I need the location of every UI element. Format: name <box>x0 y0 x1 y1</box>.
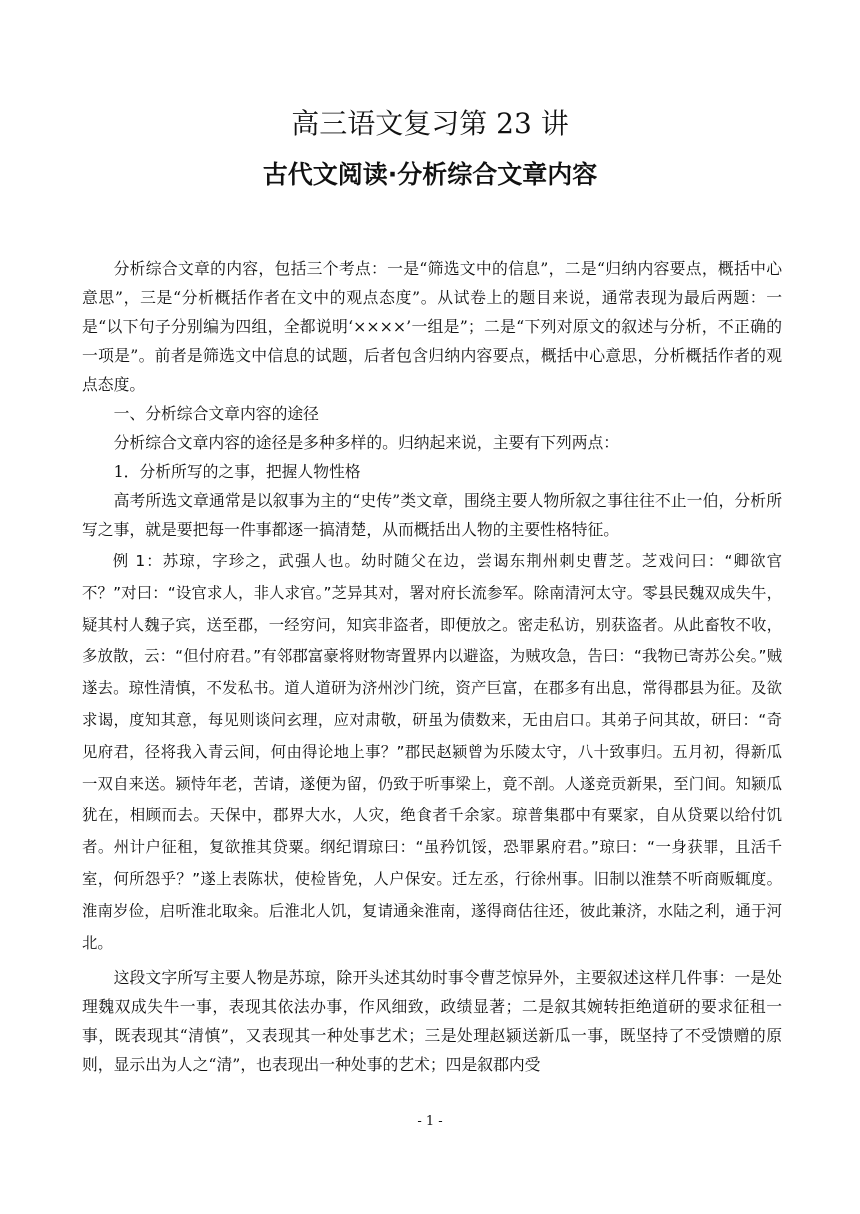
page-number: - 1 - <box>417 1114 443 1129</box>
document-title: 高三语文复习第 23 讲 <box>291 107 569 140</box>
section-intro-paragraph: 分析综合文章内容的途径是多种多样的。归纳起来说，主要有下列两点： <box>113 433 620 452</box>
subsection-paragraph: 高考所选文章通常是以叙事为主的“史传”类文章，围绕主要人物所叙之事往往不止一伯，分析所写之事，就是要把每一件事都逐一搞清楚，从而概括出人物的主要性格特征。 <box>82 491 782 539</box>
document-subtitle: 古代文阅读·分析综合文章内容 <box>262 160 598 189</box>
document-body <box>82 254 782 1079</box>
example-passage: 例 1：苏琼，字珍之，武强人也。幼时随父在边，尝谒东荆州刺史曹芝。芝戏问曰：“卿欲官不？”对曰：“设官求人，非人求官。”芝异其对，署对府长流参军。除南清河太守。零县民魏双成失牛，疑其村人魏子宾，送至郡，一经穷问，知宾非盗者，即便放之。密走私访，别获盗者。从此畜牧不收，多放散，云：“但付府君。”有邻郡富豪将财物寄置界内以避盗，为贼攻急，告曰：“我物已寄苏公矣。”贼遂去。琼性清慎，不发私书。道人道研为济州沙门统，资产巨富，在郡多有出息，常得郡县为征。及欲求谒，度知其意，每见则谈问玄理，应对肃敬，研虽为债数来，无由启口。其弟子问其故，研曰：“奇见府君，径将我入青云间，何由得论地上事？”郡民赵颍曾为乐陵太守，八十致事归。五月初，得新瓜一双自来送。颍恃年老，苦请，遂便为留，仍致于听事梁上，竟不剖。人遂竞贡新果，至门间。知颍瓜犹在，相顾而去。天保中，郡界大水，人灾，绝食者千余家。琼普集郡中有粟家，自从贷粟以给付饥者。州计户征租，复欲推其贷粟。纲纪谓琼曰：“虽矜饥馁，恐罪累府君。”琼曰：“一身获罪，且活千室，何所怨乎？”遂上表陈状，使检皆免，人户保安。迁左丞，行徐州事。旧制以淮禁不听商贩辄度。淮南岁俭，启听淮北取籴。后淮北人饥，复请通籴淮南，遂得商估往还，彼此兼济，水陆之利，通于河北。 <box>82 552 782 952</box>
subsection-heading: 1．分析所写的之事，把握人物性格 <box>113 462 361 481</box>
section-heading: 一、分析综合文章内容的途径 <box>113 404 319 423</box>
intro-paragraph: 分析综合文章的内容，包括三个考点：一是“筛选文中的信息”，二是“归纳内容要点，概括中心意思”，三是“分析概括作者在文中的观点态度”。从试卷上的题目来说，通常表现为最后两题：一是“以下句子分别编为四组，全都说明‘××××’一组是”；二是“下列对原文的叙述与分析，不正确的一项是”。前者是筛选文中信息的试题，后者包含归纳内容要点，概括中心意思，分析概括作者的观点态度。 <box>82 259 782 394</box>
analysis-paragraph: 这段文字所写主要人物是苏琼，除开头述其幼时事令曹芝惊异外，主要叙述这样几件事：一是处理魏双成失牛一事，表现其依法办事，作风细致，政绩显著；二是叙其婉转拒绝道研的要求征租一事，既表现其“清慎”，又表现其一种处事艺术；三是处理赵颍送新瓜一事，既坚持了不受馈赠的原则，显示出为人之“清”，也表现出一种处事的艺术；四是叙郡内受 <box>82 968 782 1075</box>
